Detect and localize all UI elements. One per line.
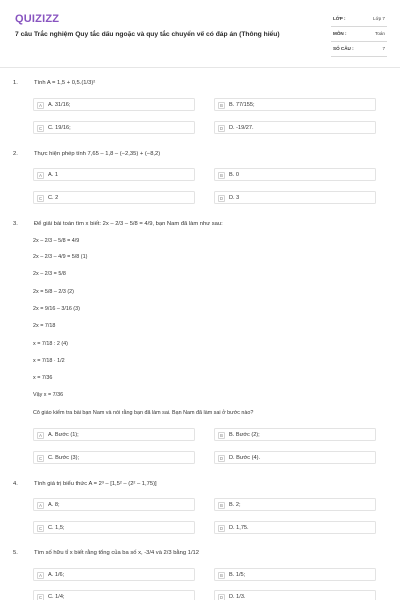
meta-table [331,12,387,57]
question-text: Để giải bài toán tìm x biết: 2x – 2/3 – 5/8 = 4/9, bạn Nam đã làm như sau: [34,221,223,227]
solution-step: 2x = 5/8 – 2/3 (2) [33,289,74,295]
question-text: Tính A = 1,5 + 0,5.(1/3)² [34,80,96,86]
question-number: 2. [13,151,18,157]
option-text: C. 1/4; [48,594,65,600]
answer-option[interactable] [214,521,376,534]
option-text: C. 2 [48,195,59,201]
option-letter: B [218,102,225,109]
answer-option[interactable] [33,121,195,134]
question-number: 1. [13,80,18,86]
option-letter: B [218,432,225,439]
answer-option[interactable] [33,568,195,581]
solution-step: x = 7/18 : 2 (4) [33,341,68,347]
answer-option[interactable] [214,428,376,441]
question-number: 5. [13,550,18,556]
solution-step: 2x – 2/3 – 4/9 = 5/8 (1) [33,254,88,260]
answer-option[interactable] [214,168,376,181]
answer-option[interactable] [214,191,376,204]
question-number: 4. [13,481,18,487]
option-text: D. Bước (4). [229,455,261,461]
option-letter: C [38,125,43,131]
solution-step: x = 7/36 [33,375,53,381]
option-text: A. Bước (1); [48,432,79,438]
option-letter: A [37,432,44,439]
answer-option[interactable] [214,121,376,134]
option-text: C. 1,5; [48,525,65,531]
meta-value: 7 [382,46,385,51]
meta-row-subject [331,27,387,42]
page-header [0,0,400,67]
option-text: B. 0 [229,172,239,178]
option-letter: A [37,102,44,109]
solution-conclusion: Vậy x = 7/36 [33,392,64,398]
option-letter: A [37,572,44,579]
option-letter: B [218,572,225,579]
question-prompt: Cô giáo kiểm tra bài bạn Nam và nói rằng bạn đã làm sai. Bạn Nam đã làm sai ở bước nào? [33,410,254,416]
meta-value: Toán [375,31,385,36]
answer-option[interactable] [33,428,195,441]
option-text: D. 1/3. [229,594,246,600]
option-letter: A [37,502,44,509]
meta-value: Lớp 7 [373,16,385,21]
option-letter: D [219,195,224,201]
option-text: B. 2; [229,502,241,508]
option-text: D. -19/27. [229,125,254,131]
solution-step: 2x – 2/3 = 5/8 [33,271,66,277]
option-letter: B [218,172,225,179]
answer-option[interactable] [33,168,195,181]
question-text: Thực hiện phép tính 7,65 – 1,8 – (−2,35) + (−8,2) [34,151,161,157]
option-text: C. 19/16; [48,125,71,131]
answer-option[interactable] [214,590,376,600]
option-text: D. 1,75. [229,525,249,531]
option-letter: C [38,455,43,461]
document-title: 7 câu Trắc nghiệm Quy tắc dấu ngoặc và quy tắc chuyển vế có đáp án (Thông hiểu) [15,31,280,38]
meta-row-class [331,12,387,27]
option-letter: C [38,594,43,600]
solution-step: 2x = 7/18 [33,323,56,329]
option-text: C. Bước (3); [48,455,80,461]
option-text: A. 8; [48,502,60,508]
solution-step: 2x = 9/16 – 3/16 (3) [33,306,80,312]
option-letter: C [38,195,43,201]
option-text: A. 1/6; [48,572,65,578]
option-letter: B [218,502,225,509]
option-letter: C [38,525,43,531]
meta-label: MÔN : [333,31,347,36]
answer-option[interactable] [33,590,195,600]
question-text: Tìm số hữu tỉ x biết rằng tổng của ba số x, -3/4 và 2/3 bằng 1/12 [34,550,200,556]
answer-option[interactable] [33,451,195,464]
answer-option[interactable] [214,451,376,464]
option-letter: A [37,172,44,179]
option-letter: D [219,594,224,600]
option-text: A. 31/16; [48,102,71,108]
answer-option[interactable] [214,98,376,111]
option-text: D. 3 [229,195,240,201]
solution-step: x = 7/18 · 1/2 [33,358,65,364]
quizizz-logo: QUIZIZZ [15,13,60,25]
option-text: B. Bước (2); [229,432,260,438]
meta-row-count [331,42,387,57]
option-text: B. 77/155; [229,102,255,108]
answer-option[interactable] [214,498,376,511]
option-text: A. 1 [48,172,58,178]
answer-option[interactable] [214,568,376,581]
option-text: B. 1/5; [229,572,246,578]
question-text: Tính giá trị biểu thức A = 2³ – [1,5² – (2² – 1,75)] [34,481,157,487]
answer-option[interactable] [33,498,195,511]
meta-label: SỐ CÂU : [333,46,354,51]
option-letter: D [219,455,224,461]
solution-step: 2x – 2/3 – 5/8 = 4/9 [33,238,80,244]
answer-option[interactable] [33,521,195,534]
answer-option[interactable] [33,191,195,204]
question-number: 3. [13,221,18,227]
header-divider [0,67,400,68]
meta-label: LỚP : [333,16,346,21]
option-letter: D [219,125,224,131]
answer-option[interactable] [33,98,195,111]
option-letter: D [219,525,224,531]
